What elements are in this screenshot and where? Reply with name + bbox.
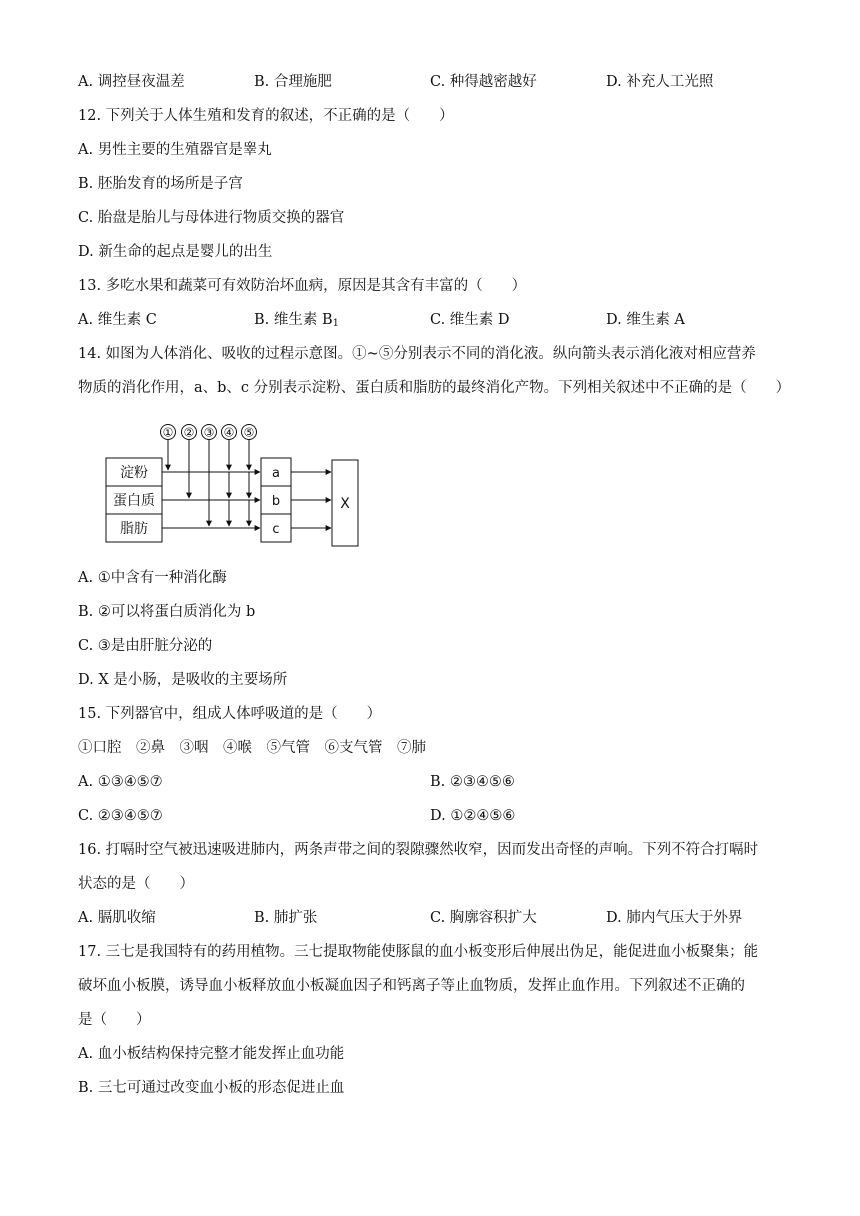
q13-option-a: A. 维生素 C [78,312,157,328]
digestion-diagram [100,418,370,554]
q13-b-subscript: 1 [332,318,340,329]
q12-option-c: C. 胎盘是胎儿与母体进行物质交换的器官 [78,210,345,226]
juice-2-label: ② [183,425,195,440]
q14-stem-line2: 物质的消化作用，a、b、c 分别表示淀粉、蛋白质和脂肪的最终消化产物。下列相关叙述中不正确的是（ ） [78,380,791,396]
juice-3-label: ③ [203,425,215,440]
q17-option-a: A. 血小板结构保持完整才能发挥止血功能 [78,1046,345,1062]
juice-labels [161,425,257,440]
q13-option-c: C. 维生素 D [430,312,510,328]
q16-option-a: A. 膈肌收缩 [78,910,156,926]
q11-option-a: A. 调控昼夜温差 [78,74,185,90]
q11-option-d: D. 补充人工光照 [606,74,714,90]
product-a-label: a [272,466,280,481]
product-c-label: c [272,522,280,537]
q14-option-c: C. ③是由肝脏分泌的 [78,638,213,654]
protein-label: 蛋白质 [113,493,155,509]
starch-label: 淀粉 [120,465,148,481]
q17-stem-line1: 17. 三七是我国特有的药用植物。三七提取物能使豚鼠的血小板变形后伸展出伪足，能促进血小板聚集；能 [78,944,759,960]
q12-option-d: D. 新生命的起点是婴儿的出生 [78,244,273,260]
q16-option-b: B. 肺扩张 [254,910,318,926]
q15-option-a: A. ①③④⑤⑦ [78,774,163,790]
q15-option-c: C. ②③④⑤⑦ [78,808,163,824]
q16-option-c: C. 胸廓容积扩大 [430,910,537,926]
q17-stem-line3: 是（ ） [78,1012,151,1028]
q17-option-b: B. 三七可通过改变血小板的形态促进止血 [78,1080,345,1096]
q12-option-b: B. 胚胎发育的场所是子宫 [78,176,243,192]
q14-stem-line1: 14. 如图为人体消化、吸收的过程示意图。①~⑤分别表示不同的消化液。纵向箭头表示消化液对相应营养 [78,346,756,362]
q11-option-b: B. 合理施肥 [254,74,332,90]
juice-1-label: ① [162,425,174,440]
q15-option-d: D. ①②④⑤⑥ [430,808,516,824]
product-b-label: b [271,494,281,509]
q12-option-a: A. 男性主要的生殖器官是睾丸 [78,142,272,158]
q16-stem-line2: 状态的是（ ） [78,876,194,892]
q14-option-d: D. X 是小肠，是吸收的主要场所 [78,672,288,688]
q15-option-b: B. ②③④⑤⑥ [430,774,515,790]
q15-items: ①口腔 ②鼻 ③咽 ④喉 ⑤气管 ⑥支气管 ⑦肺 [78,740,426,756]
q14-option-b: B. ②可以将蛋白质消化为 b [78,604,256,620]
q13-stem: 13. 多吃水果和蔬菜可有效防治坏血病，原因是其含有丰富的（ ） [78,278,527,294]
fat-label: 脂肪 [120,521,148,537]
q13-option-d: D. 维生素 A [606,312,685,328]
q16-stem-line1: 16. 打嗝时空气被迅速吸进肺内，两条声带之间的裂隙骤然收窄，因而发出奇怪的声响。下列不符合打嗝时 [78,842,759,858]
juice-4-label: ④ [223,425,235,440]
q17-stem-line2: 破坏血小板膜，诱导血小板释放血小板凝血因子和钙离子等止血物质，发挥止血作用。下列叙述不正确的 [78,978,745,994]
site-x-label: X [340,496,350,512]
q12-stem: 12. 下列关于人体生殖和发育的叙述，不正确的是（ ） [78,108,454,124]
q16-option-d: D. 肺内气压大于外界 [606,910,743,926]
q13-option-b: B. 维生素 $B_1$ [254,312,340,329]
q15-stem: 15. 下列器官中，组成人体呼吸道的是（ ） [78,706,382,722]
q11-option-c: C. 种得越密越好 [430,74,537,90]
juice-5-label: ⑤ [243,425,255,440]
q14-option-a: A. ①中含有一种消化酶 [78,570,227,586]
